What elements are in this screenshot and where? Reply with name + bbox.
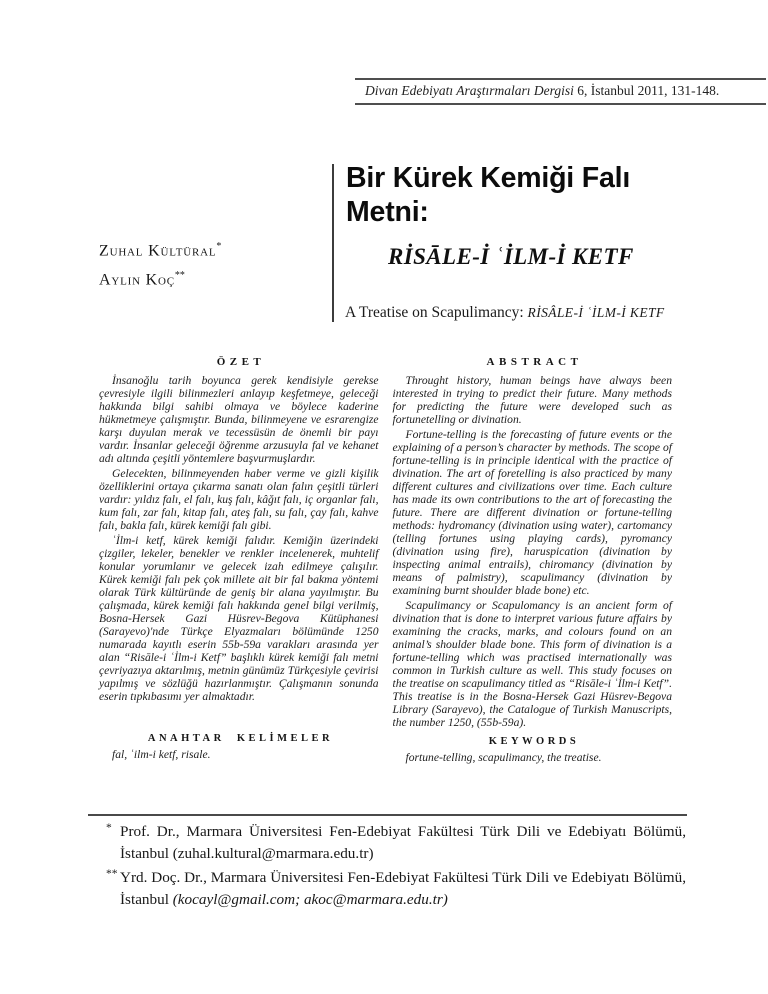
footnote-1-marker: * [106, 822, 112, 834]
paper-title-english [345, 304, 665, 322]
abstract-columns [99, 356, 672, 764]
abstract-paragraph-1: Throught history, human beings have always been interested in trying to predict their future. Many methods for predicting the future were developed such as fortunetelling or divination. [392, 374, 672, 426]
paper-title-transliteration: RİSĀLE-İ ʿİLM-İ KETF [388, 244, 634, 269]
footnote-1-email: (zuhal.kultural@marmara.edu.tr) [172, 844, 374, 862]
journal-title: Divan Edebiyatı Araştırmaları Dergisi [365, 83, 574, 98]
ozet-paragraph-2: Gelecekten, bilinmeyenden haber verme ve gizli kişilik özelliklerini ortaya çıkarma sanatı olan falın çeşitli türleri vardır: yıldız falı, el falı, kuş falı, kâğıt falı, iç organlar falı, kum falı, zar falı, kitap falı, ateş falı, su falı, çay falı, kahve falı, bakla falı, kürek kemiği falı gibi. [99, 467, 379, 532]
abstract-paragraph-2: Fortune-telling is the forecasting of future events or the explaining of a person’s character by methods. The scope of fortune-telling is in principle identical with the practice of divination. The art of foretelling is also practiced by many different cultures and civilizations over time. Each culture has made its own contributions to the art of forecasting the future. There are different divination or fortune-telling methods: hydromancy (divination using water), cartomancy (telling fortunes using playing cards), pyromancy (divination using fire), haruspication (divination by inspecting animal entrails), chiromancy (divination by means of palmistry), scapulimancy (divination by examining burnt shoulder blade bone) etc. [392, 428, 672, 597]
author-1-footnote-marker: * [216, 241, 222, 252]
footnote-2-text: Yrd. Doç. Dr., Marmara Üniversitesi Fen-Edebiyat Fakültesi Türk Dili ve Edebiyatı Bölümü, İstanbul [120, 869, 686, 908]
keywords-text: fortune-telling, scapulimancy, the treatise. [405, 751, 602, 764]
footnote-2 [106, 867, 686, 910]
ozet-heading: ÖZET [216, 356, 266, 368]
footnote-2-marker: ** [106, 868, 118, 880]
paper-title-turkish: Bir Kürek Kemiği Falı Metni: [346, 162, 631, 228]
journal-issue-info: 6, İstanbul 2011, 131-148. [573, 83, 720, 98]
title-divider-rule [332, 164, 334, 322]
author-name-2: Aylin Koç** [99, 270, 185, 289]
ozet-paragraph-3: ʿİlm-i ketf, kürek kemiği falıdır. Kemiğin üzerindeki çizgiler, lekeler, benekler ve renkler incelenerek, muhtelif konular yorumlanır ve gelecek izah edilmeye çalışılır. Kürek kemiği falı pek çok millete ait bir fal bakma yöntemi olarak Türk kültüründe de geniş bir alana yayılmıştır. Bu çalışmada, kürek kemiği falı hakkında genel bilgi verilmiş, Bosna-Hersek Gazi Hüsrev-Begova Kütüphanesi (Sarayevo)'nde Türkçe Elyazmaları bölümünde 1250 numarada kayıtlı eserin 55b-59a varakları arasında yer alan “Risāle-i ʿİlm-i Ketf” başlıklı kürek kemiği falı metni çevriyazıya aktarılmış, metnin günümüz Türkçesiyle çevirisi yapılmış ve sözlüğü hazırlanmıştır. Çalışmanın sonunda eserin tıpkıbasımı yer almaktadır. [99, 534, 379, 703]
footnote-1-text: Prof. Dr., Marmara Üniversitesi Fen-Edebiyat Fakültesi Türk Dili ve Edebiyatı Bölümü, İstanbul [120, 823, 686, 862]
keywords-block [393, 736, 673, 764]
footnote-separator-rule [88, 814, 687, 816]
ozet-column [99, 356, 379, 764]
abstract-paragraph-3: Scapulimancy or Scapulomancy is an ancient form of divination that is done to interpret various future affairs by examining the cracks, marks, and colours found on an animal’s shoulder blade bone. This form of divination is a fortune-telling which was practised internationally was common in Turkish culture as well. This study focuses on the treatise on scapulimancy titled as “Risāle-i ʿİlm-i Ketf”. This treatise is in the Bosna-Hersek Gazi Hüsrev-Begova Library (Sarayevo), the Catalogue of Turkish Manuscripts, the number 1250, (55b-59a). [392, 599, 672, 729]
journal-citation [355, 78, 766, 105]
author-byline [99, 234, 221, 293]
abstract-column [393, 356, 673, 764]
keywords-heading: KEYWORDS [488, 736, 580, 747]
english-title-italic: RİSÂLE-İ ʿİLM-İ KETF [527, 305, 665, 320]
english-title-prefix: A Treatise on Scapulimancy: [345, 304, 528, 321]
abstract-heading: ABSTRACT [486, 356, 583, 368]
author-name-1: Zuhal Kültüral* [99, 241, 222, 260]
anahtar-kelimeler-block [99, 733, 379, 761]
anahtar-kelimeler-text: fal, ʿilm-i ketf, risale. [112, 748, 211, 761]
author-2-footnote-marker: ** [174, 270, 185, 282]
footnote-1 [106, 821, 686, 864]
footnote-2-email: (kocayl@gmail.com; akoc@marmara.edu.tr) [172, 890, 448, 908]
anahtar-kelimeler-heading: ANAHTAR KELİMELER [147, 733, 334, 744]
ozet-paragraph-1: İnsanoğlu tarih boyunca gerek kendisiyle gerekse çevresiyle ilgili bilinmezleri anlayıp keşfetmeye, geleceği hakkında bilgi sahibi olmaya ve böylece kaderine hükmetmeye çalışmıştır. Bunda, bilinmeyene ve esrarengize karşı duyulan merak ve tecessüsün de önemli bir payı vardır. İnsanlar geleceği öğrenme arzusuyla fal ve kehanet adı altında çeşitli yöntemlere başvurmuşlardır. [99, 374, 379, 465]
footnotes [106, 821, 686, 913]
